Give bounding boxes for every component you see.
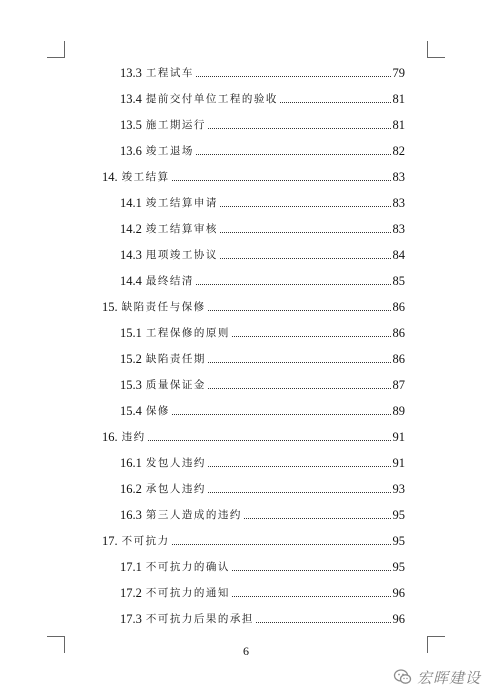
toc-title: 提前交付单位工程的验收 [145, 93, 278, 105]
toc-number: 15.2 [120, 352, 142, 366]
dot-leader [280, 101, 391, 103]
toc-page-number: 87 [392, 378, 405, 392]
toc-page-number: 95 [392, 508, 405, 522]
toc-page-number: 86 [392, 352, 405, 366]
dot-leader [220, 231, 391, 233]
toc-page-number: 96 [392, 612, 405, 626]
toc-chapter-entry[interactable] [102, 296, 405, 314]
toc-entry[interactable] [120, 348, 405, 366]
toc-page-number: 86 [392, 300, 405, 314]
toc-entry[interactable] [120, 62, 405, 80]
toc-number: 15.4 [120, 404, 142, 418]
toc-number: 14.4 [120, 274, 142, 288]
dot-leader [220, 205, 391, 207]
dot-leader [256, 621, 391, 623]
dot-leader [172, 413, 391, 415]
toc-page-number: 82 [392, 144, 405, 158]
toc-title: 竣工结算 [121, 171, 170, 183]
toc-page-number: 89 [392, 404, 405, 418]
toc-title: 缺陷责任与保修 [121, 301, 206, 313]
toc-entry[interactable] [120, 88, 405, 106]
toc-number: 14.2 [120, 222, 142, 236]
toc-number: 17. [102, 534, 118, 548]
toc-number: 15.1 [120, 326, 142, 340]
toc-entry[interactable] [120, 270, 405, 288]
toc-entry[interactable] [120, 140, 405, 158]
page-number: 6 [243, 644, 249, 658]
toc-chapter-entry[interactable] [102, 426, 405, 444]
toc-page-number: 96 [392, 586, 405, 600]
toc-number: 13.4 [120, 92, 142, 106]
toc-title: 不可抗力 [121, 535, 170, 547]
toc-entry[interactable] [120, 374, 405, 392]
toc-title: 不可抗力的确认 [145, 561, 230, 573]
toc-page-number: 83 [392, 170, 405, 184]
toc-title: 不可抗力的通知 [145, 587, 230, 599]
toc-number: 14. [102, 170, 118, 184]
dot-leader [148, 439, 391, 441]
toc-number: 17.3 [120, 612, 142, 626]
toc-number: 15. [102, 300, 118, 314]
dot-leader [208, 127, 391, 129]
toc-page-number: 86 [392, 326, 405, 340]
toc-title: 甩项竣工协议 [145, 249, 218, 261]
dot-leader [172, 543, 391, 545]
dot-leader [208, 361, 391, 363]
toc-title: 工程试车 [145, 67, 194, 79]
toc-number: 16.1 [120, 456, 142, 470]
toc-entry[interactable] [120, 582, 405, 600]
toc-entry[interactable] [120, 452, 405, 470]
toc-title: 竣工结算审核 [145, 223, 218, 235]
dot-leader [172, 179, 391, 181]
dot-leader [220, 257, 391, 259]
wechat-icon [393, 667, 413, 687]
toc-title: 缺陷责任期 [145, 353, 206, 365]
toc-title: 工程保修的原则 [145, 327, 230, 339]
toc-title: 竣工退场 [145, 145, 194, 157]
toc-number: 16. [102, 430, 118, 444]
dot-leader [208, 465, 391, 467]
toc-title: 竣工结算申请 [145, 197, 218, 209]
toc-page-number: 81 [392, 92, 405, 106]
toc-page-number: 83 [392, 222, 405, 236]
toc-title: 违约 [121, 431, 146, 443]
toc-page-number: 83 [392, 196, 405, 210]
toc-title: 施工期运行 [145, 119, 206, 131]
toc-entry[interactable] [120, 556, 405, 574]
toc-page-number: 93 [392, 482, 405, 496]
toc-page-number: 91 [392, 456, 405, 470]
toc-title: 最终结清 [145, 275, 194, 287]
toc-number: 13.6 [120, 144, 142, 158]
toc-page-number: 84 [392, 248, 405, 262]
toc-page-number: 95 [392, 560, 405, 574]
toc-number: 17.2 [120, 586, 142, 600]
toc-chapter-entry[interactable] [102, 530, 405, 548]
toc-entry[interactable] [120, 218, 405, 236]
toc-title: 不可抗力后果的承担 [145, 613, 254, 625]
dot-leader [208, 387, 391, 389]
dot-leader [196, 75, 391, 77]
toc-entry[interactable] [120, 322, 405, 340]
toc-entry[interactable] [120, 504, 405, 522]
toc-title: 保修 [145, 405, 170, 417]
toc-page-number: 81 [392, 118, 405, 132]
toc-entry[interactable] [120, 192, 405, 210]
toc-entry[interactable] [120, 400, 405, 418]
dot-leader [208, 491, 391, 493]
toc-page-number: 85 [392, 274, 405, 288]
toc-page-number: 95 [392, 534, 405, 548]
dot-leader [196, 153, 391, 155]
toc-entry[interactable] [120, 478, 405, 496]
toc-number: 16.2 [120, 482, 142, 496]
toc-number: 15.3 [120, 378, 142, 392]
toc-entry[interactable] [120, 608, 405, 626]
toc-title: 质量保证金 [145, 379, 206, 391]
toc-number: 13.5 [120, 118, 142, 132]
toc-page-number: 91 [392, 430, 405, 444]
dot-leader [232, 569, 391, 571]
dot-leader [232, 595, 391, 597]
watermark [393, 666, 481, 688]
dot-leader [244, 517, 391, 519]
toc-title: 发包人违约 [145, 457, 206, 469]
dot-leader [232, 335, 391, 337]
toc-number: 13.3 [120, 66, 142, 80]
toc-number: 14.3 [120, 248, 142, 262]
toc-title: 第三人造成的违约 [145, 509, 242, 521]
toc-entry[interactable] [120, 244, 405, 262]
toc-number: 17.1 [120, 560, 142, 574]
toc-page-number: 79 [392, 66, 405, 80]
toc-title: 承包人违约 [145, 483, 206, 495]
dot-leader [208, 309, 391, 311]
dot-leader [196, 283, 391, 285]
toc-number: 14.1 [120, 196, 142, 210]
toc-number: 16.3 [120, 508, 142, 522]
toc-chapter-entry[interactable] [102, 166, 405, 184]
toc-entry[interactable] [120, 114, 405, 132]
watermark-text: 宏晖建设 [417, 668, 482, 687]
